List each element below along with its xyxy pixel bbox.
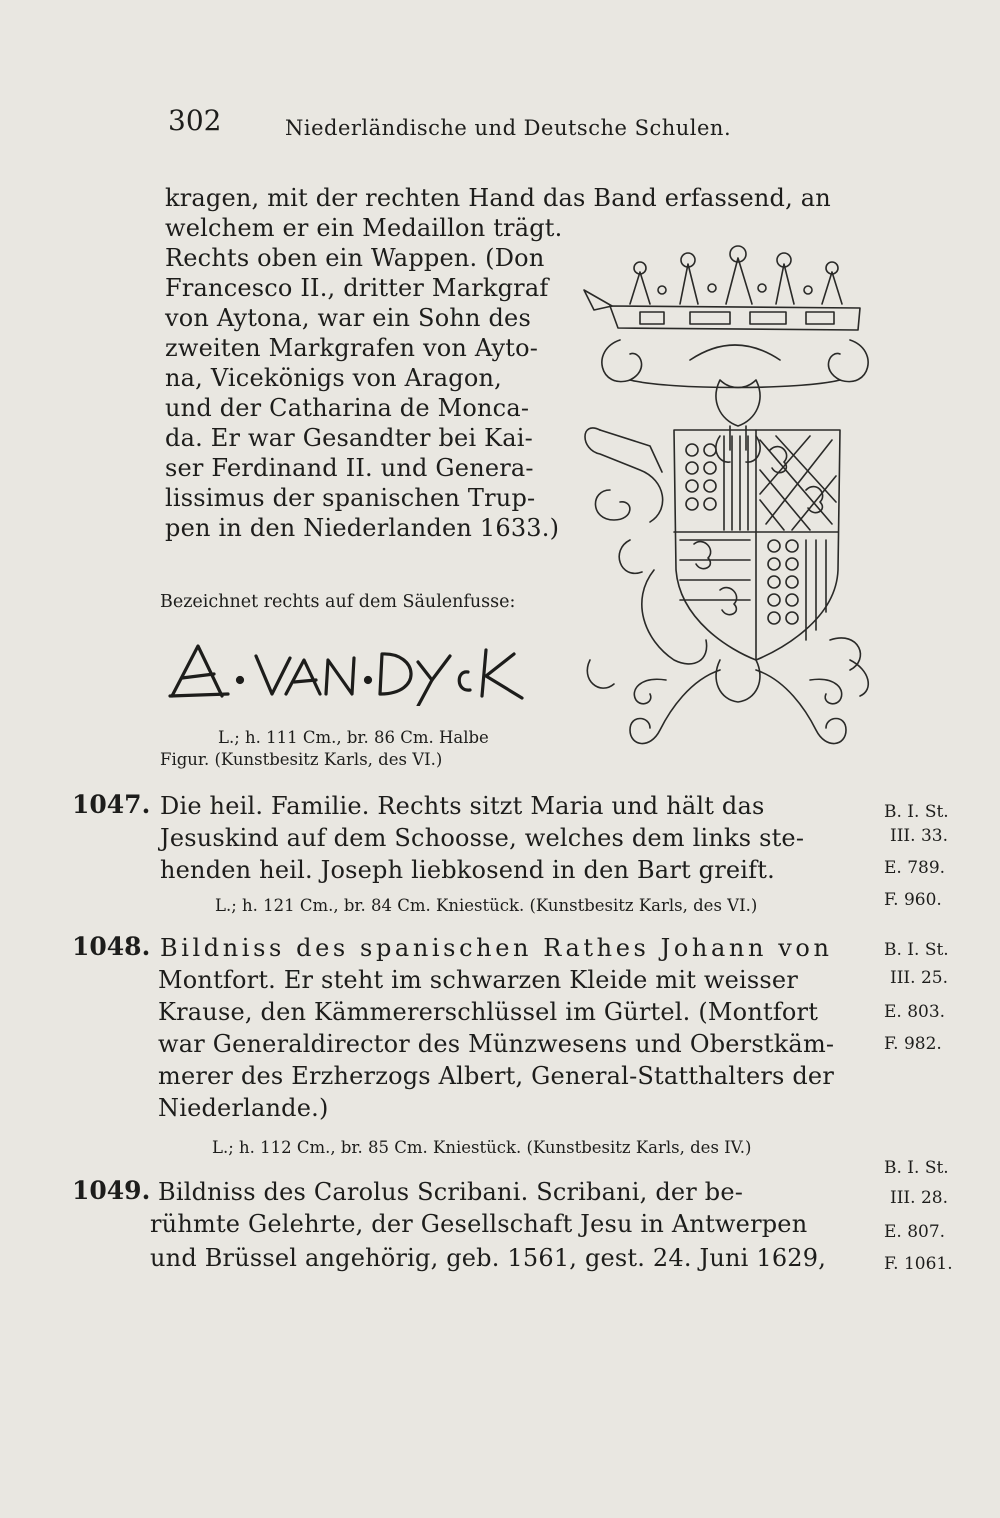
running-head: Niederländische und Deutsche Schulen. [285,116,732,140]
page-number: 302 [168,104,222,137]
entry-line: und Brüssel angehörig, geb. 1561, gest. 24. Juni 1629, [150,1244,827,1272]
signature-image [168,636,558,706]
entry-line: Montfort. Er steht im schwarzen Kleide mit weisser [158,966,798,994]
entry-line: war Generaldirector des Münzwesens und Oberstkäm- [158,1030,835,1058]
intro-line: ser Ferdinand II. und Genera- [165,454,534,482]
entry-line: Bildniss des spanischen Rathes Johann von [160,934,833,962]
reference: B. I. St. [884,1158,949,1178]
intro-line: da. Er war Gesandter bei Kai- [165,424,533,452]
intro-line: und der Catharina de Monca- [165,394,530,422]
reference: III. 25. [890,968,948,988]
intro-line: zweiten Markgrafen von Ayto- [165,334,539,362]
catalogue-number: 1049. [72,1176,151,1205]
entry-line: henden heil. Joseph liebkosend in den Bart greift. [160,856,775,884]
reference: III. 28. [890,1188,948,1208]
reference: B. I. St. [884,940,949,960]
intro-line: lissimus der spanischen Trup- [165,484,536,512]
entry-line: Jesuskind auf dem Schoosse, welches dem links ste- [160,824,805,852]
reference: E. 807. [884,1222,946,1242]
coat-of-arms-illustration [570,240,880,760]
reference: F. 960. [884,890,942,910]
reference: F. 982. [884,1034,942,1054]
entry-line: Die heil. Familie. Rechts sitzt Maria und hält das [160,792,765,820]
intro-line: na, Vicekönigs von Aragon, [165,364,502,392]
signature-caption: Bezeichnet rechts auf dem Säulenfusse: [160,592,516,612]
reference: B. I. St. [884,802,949,822]
catalogue-number: 1048. [72,932,151,961]
entry-line: Bildniss des Carolus Scribani. Scribani, der be- [158,1178,744,1206]
intro-line: pen in den Niederlanden 1633.) [165,514,560,542]
intro-line: kragen, mit der rechten Hand das Band erfassend, an [165,184,831,212]
measure-line: L.; h. 112 Cm., br. 85 Cm. Kniestück. (Kunstbesitz Karls, des IV.) [212,1138,752,1157]
catalogue-number: 1047. [72,790,151,819]
measure-line: L.; h. 121 Cm., br. 84 Cm. Kniestück. (Kunstbesitz Karls, des VI.) [215,896,758,915]
intro-line: welchem er ein Medaillon trägt. [165,214,563,242]
reference: III. 33. [890,826,948,846]
intro-line: Francesco II., dritter Markgraf [165,274,549,302]
measure-line: Figur. (Kunstbesitz Karls, des VI.) [160,750,443,769]
entry-line: merer des Erzherzogs Albert, General-Statthalters der [158,1062,835,1090]
entry-line: Krause, den Kämmererschlüssel im Gürtel. (Montfort [158,998,819,1026]
entry-line: Niederlande.) [158,1094,329,1122]
intro-line: von Aytona, war ein Sohn des [165,304,531,332]
reference: F. 1061. [884,1254,953,1274]
entry-line: rühmte Gelehrte, der Gesellschaft Jesu in Antwerpen [150,1210,808,1238]
intro-line: Rechts oben ein Wappen. (Don [165,244,545,272]
reference: E. 789. [884,858,946,878]
measure-line: L.; h. 111 Cm., br. 86 Cm. Halbe [218,728,489,747]
reference: E. 803. [884,1002,946,1022]
